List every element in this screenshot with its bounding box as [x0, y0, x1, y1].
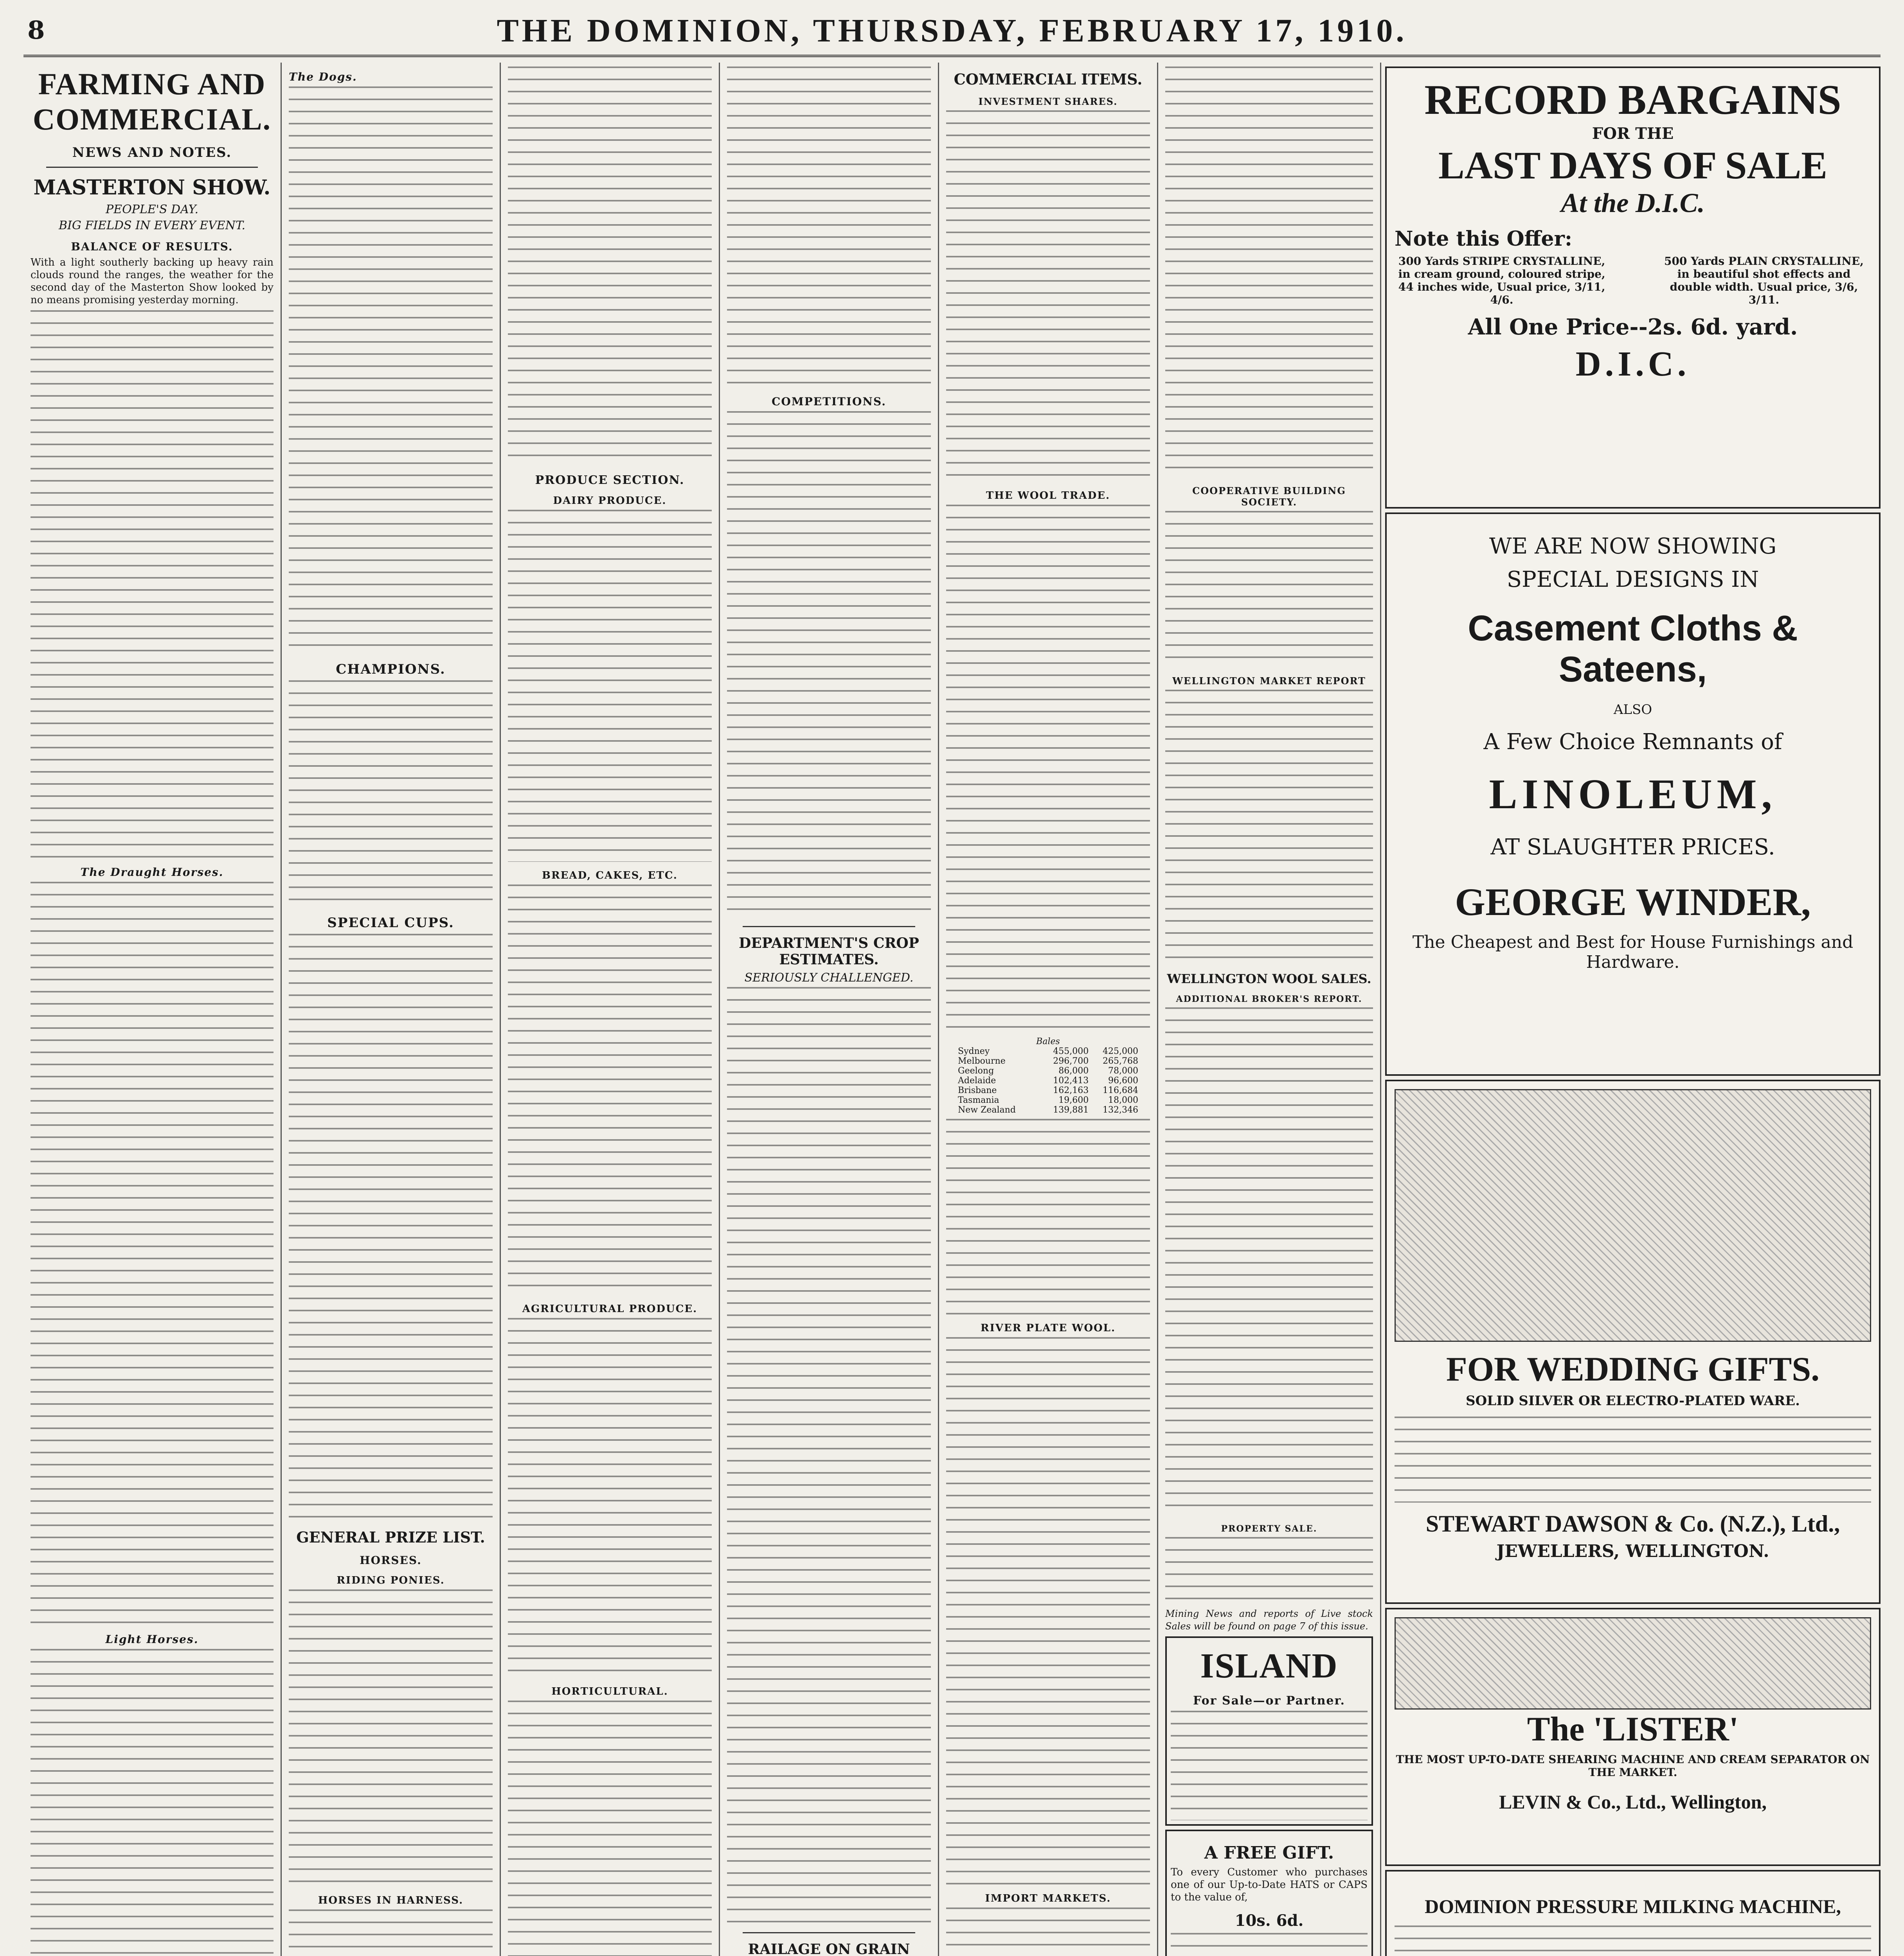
coop-heading: COOPERATIVE BUILDING SOCIETY. [1192, 485, 1346, 508]
column-2 [282, 63, 501, 1956]
lister-ad [1385, 1608, 1881, 1866]
wool-table-row [958, 1086, 1138, 1095]
wool-table-cell: Sydney [958, 1046, 990, 1056]
column-4 [720, 63, 939, 1956]
draught-heading: The Draught Horses. [80, 866, 224, 879]
island-subheading: For Sale—or Partner. [1193, 1694, 1345, 1708]
stewart-dawson-ad [1385, 1080, 1881, 1604]
george-winder-ad [1385, 512, 1881, 1076]
wedding-illustration [1395, 1089, 1871, 1342]
wool-trade-heading: THE WOOL TRADE. [986, 490, 1110, 502]
gift-amount: 10s. 6d. [1235, 1911, 1304, 1930]
railage-heading: RAILAGE ON GRAIN [748, 1941, 910, 1956]
body-text [508, 67, 712, 466]
wool-table-row [958, 1056, 1138, 1066]
body-text [508, 885, 712, 1295]
broker-heading: ADDITIONAL BROKER'S REPORT. [1176, 994, 1362, 1004]
record-for: FOR THE [1592, 124, 1674, 143]
island-heading: ISLAND [1200, 1647, 1338, 1685]
section-subtitle: NEWS AND NOTES. [72, 145, 232, 160]
dominion-machine: DOMINION PRESSURE MILKING MACHINE, [1425, 1895, 1841, 1917]
body-text [1165, 1007, 1373, 1516]
section-title: FARMING AND COMMERCIAL. [32, 67, 272, 136]
divider [46, 167, 258, 168]
wool-table-cell: 102,413 [1053, 1076, 1089, 1086]
winder-line-2: SPECIAL DESIGNS IN [1506, 567, 1759, 592]
gift-heading: A FREE GIFT. [1204, 1843, 1334, 1863]
wool-table-row [958, 1095, 1138, 1105]
article-subtitle-2: BIG FIELDS IN EVERY EVENT. [59, 219, 245, 232]
winder-line-8: GEORGE WINDER, [1455, 880, 1811, 924]
body-text [1171, 1933, 1368, 1956]
wool-table-cell: 296,700 [1053, 1056, 1089, 1066]
body-text [1171, 1711, 1368, 1820]
body-text [508, 510, 712, 862]
wool-table-cell: 425,000 [1103, 1046, 1138, 1056]
market-report-heading: WELLINGTON MARKET REPORT [1172, 675, 1366, 687]
body-text [946, 1337, 1150, 1885]
body-text [1165, 690, 1373, 964]
wedding-title: FOR WEDDING GIFTS. [1446, 1350, 1820, 1388]
wool-table-cell: New Zealand [958, 1105, 1016, 1115]
gift-body: To every Customer who purchases one of our Up-to-Date HATS or CAPS to the value of, [1171, 1866, 1368, 1903]
body-text [946, 1119, 1150, 1314]
riding-ponies-heading: RIDING PONIES. [337, 1575, 445, 1586]
body-text [289, 1589, 493, 1887]
light-horses-heading: Light Horses. [105, 1633, 199, 1646]
wool-table-rows [958, 1046, 1138, 1115]
body-text [31, 882, 274, 1625]
lead-paragraph: With a light southerly backing up heavy rain clouds round the ranges, the weather for the second day of the Masterton Show looked by no means promising yesterday morning. [31, 257, 274, 306]
column-3 [501, 63, 720, 1956]
divider [743, 926, 915, 927]
wool-table-cell: 18,000 [1108, 1095, 1138, 1105]
wool-table-row [958, 1076, 1138, 1086]
wool-table-row [958, 1046, 1138, 1056]
horses-heading: HORSES. [360, 1554, 422, 1567]
winder-line-5: A Few Choice Remnants of [1483, 729, 1782, 755]
winder-line-9: The Cheapest and Best for House Furnishings and Hardware. [1412, 932, 1854, 972]
body-text [508, 1701, 712, 1956]
body-text [727, 67, 931, 387]
body-text [946, 505, 1150, 1033]
body-text [31, 1649, 274, 1956]
wool-table-cell: Tasmania [958, 1095, 999, 1105]
wool-table-row [958, 1105, 1138, 1115]
crop-estimates-heading: DEPARTMENT'S CROP ESTIMATES. [739, 935, 919, 968]
article-subtitle: PEOPLE'S DAY. [106, 203, 198, 216]
island-ad [1165, 1636, 1373, 1826]
wool-table-cell: 116,684 [1103, 1086, 1138, 1095]
agricultural-heading: AGRICULTURAL PRODUCE. [522, 1303, 698, 1315]
record-price: All One Price--2s. 6d. yard. [1468, 314, 1798, 340]
lister-title: The 'LISTER' [1527, 1710, 1739, 1748]
record-offer-right: 500 Yards PLAIN CRYSTALLINE, in beautiful shot effects and double width. Usual price, 3/6, 3/11. [1664, 255, 1864, 306]
body-text [1165, 1537, 1373, 1607]
wool-table-cell: 162,163 [1053, 1086, 1089, 1095]
column-6 [1158, 63, 1381, 1956]
wool-table-cell: Adelaide [958, 1076, 996, 1086]
wool-table-cell: Geelong [958, 1066, 994, 1076]
body-text [289, 934, 493, 1521]
river-plate-heading: RIVER PLATE WOOL. [980, 1322, 1116, 1334]
divider [743, 1932, 915, 1933]
wool-table-cell: 455,000 [1053, 1046, 1089, 1056]
record-last-days: LAST DAYS OF SALE [1438, 144, 1827, 187]
record-bargains-ad [1385, 67, 1881, 509]
body-text [946, 1907, 1150, 1956]
body-text [1165, 67, 1373, 477]
wool-table-cell: 86,000 [1058, 1066, 1089, 1076]
body-text [727, 987, 931, 1926]
wool-table [958, 1037, 1138, 1115]
special-cups-heading: SPECIAL CUPS. [327, 915, 454, 931]
winder-line-3: Casement Cloths & Sateens, [1468, 608, 1798, 689]
body-text [1395, 1417, 1871, 1503]
body-text [289, 680, 493, 907]
lister-illustration [1395, 1617, 1871, 1710]
wool-table-cell: 78,000 [1108, 1066, 1138, 1076]
record-note: Note this Offer: [1395, 227, 1573, 251]
body-text [946, 110, 1150, 482]
commercial-heading: COMMERCIAL ITEMS. [954, 70, 1143, 88]
body-text [1165, 511, 1373, 667]
wool-sales-heading: WELLINGTON WOOL SALES. [1167, 971, 1371, 986]
dic-logo: D.I.C. [1575, 345, 1690, 383]
record-offer-left: 300 Yards STRIPE CRYSTALLINE, in cream ground, coloured stripe, 44 inches wide, Usual price, 3/11, 4/6. [1398, 255, 1605, 306]
record-at-dic: At the D.I.C. [1561, 188, 1705, 218]
champions-heading: CHAMPIONS. [336, 662, 446, 677]
wool-table-cell: Brisbane [958, 1086, 997, 1095]
body-text [289, 86, 493, 654]
wool-table-cell: 132,346 [1103, 1105, 1138, 1115]
column-1 [23, 63, 282, 1956]
wool-table-cell: 19,600 [1058, 1095, 1089, 1105]
harness-heading: HORSES IN HARNESS. [318, 1895, 464, 1906]
column-5 [939, 63, 1158, 1956]
crop-estimates-subheading: SERIOUSLY CHALLENGED. [744, 971, 914, 985]
competitions-heading: COMPETITIONS. [772, 395, 886, 408]
article-title: MASTERTON SHOW. [33, 176, 271, 200]
wool-table-cell: Melbourne [958, 1056, 1006, 1066]
wool-table-row [958, 1066, 1138, 1076]
bread-heading: BREAD, CAKES, ETC. [542, 870, 678, 881]
body-text [508, 1318, 712, 1678]
property-sale-heading: PROPERTY SALE. [1221, 1524, 1317, 1534]
prize-list-heading: GENERAL PRIZE LIST. [296, 1528, 485, 1546]
wool-table-cell: 265,768 [1103, 1056, 1138, 1066]
dairy-heading: DAIRY PRODUCE. [553, 495, 667, 507]
winder-line-6: LINOLEUM, [1489, 771, 1777, 818]
record-title: RECORD BARGAINS [1424, 77, 1841, 123]
body-text [289, 1909, 493, 1956]
body-text [727, 411, 931, 920]
stubbs-webb-ad [1385, 1870, 1881, 1956]
body-text [31, 310, 274, 858]
masthead [23, 8, 1881, 57]
horticultural-heading: HORTICULTURAL. [551, 1686, 668, 1697]
page-number: 8 [27, 16, 45, 45]
masthead-title: THE DOMINION, THURSDAY, FEBRUARY 17, 1910. [497, 13, 1407, 49]
produce-section-heading: PRODUCE SECTION. [535, 473, 685, 487]
body-text [1395, 1925, 1871, 1956]
mining-note: Mining News and reports of Live stock Sales will be found on page 7 of this issue. [1165, 1608, 1373, 1632]
wedding-subtitle: SOLID SILVER OR ELECTRO-PLATED WARE. [1466, 1393, 1800, 1409]
wedding-firm: STEWART DAWSON & Co. (N.Z.), Ltd., [1425, 1511, 1840, 1537]
winder-line-7: AT SLAUGHTER PRICES. [1490, 834, 1775, 860]
investment-heading: INVESTMENT SHARES. [978, 96, 1118, 107]
wool-table-cell: 96,600 [1108, 1076, 1138, 1086]
lister-subtitle: THE MOST UP-TO-DATE SHEARING MACHINE AND CREAM SEPARATOR ON THE MARKET. [1396, 1753, 1870, 1779]
wool-table-title: Bales [1036, 1037, 1060, 1046]
winder-line-4: ALSO [1613, 702, 1652, 717]
wool-table-cell: 139,881 [1053, 1105, 1089, 1115]
winder-line-1: WE ARE NOW SHOWING [1489, 534, 1777, 559]
free-gift-ad [1165, 1830, 1373, 1956]
lister-firm: LEVIN & Co., Ltd., Wellington, [1499, 1791, 1767, 1813]
wedding-place: JEWELLERS, WELLINGTON. [1496, 1541, 1769, 1561]
import-markets-heading: IMPORT MARKETS. [985, 1893, 1111, 1904]
dogs-heading: The Dogs. [289, 70, 357, 83]
balance-heading: BALANCE OF RESULTS. [71, 240, 233, 253]
